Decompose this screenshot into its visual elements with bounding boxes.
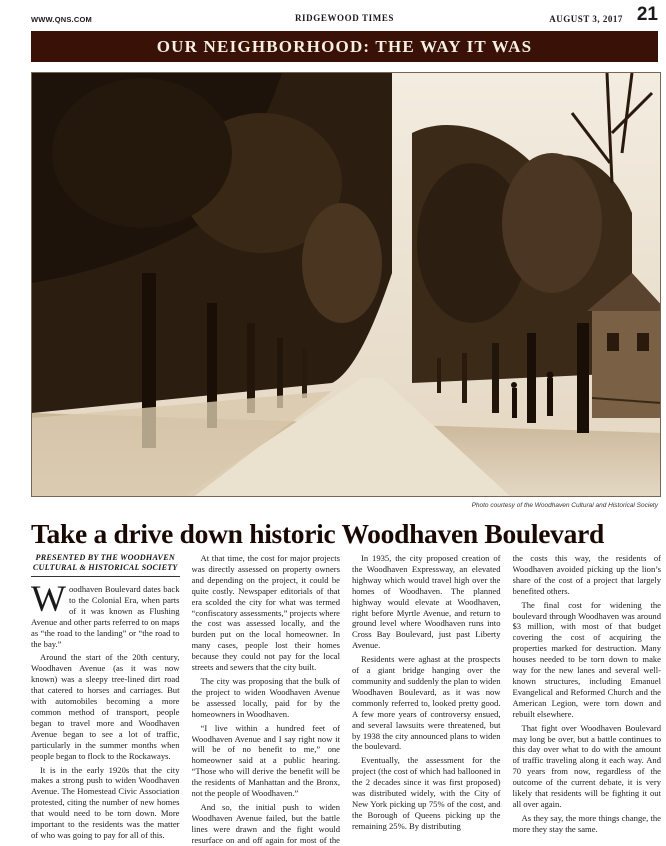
paragraph: At that time, the cost for major projects was directly assessed on property owners and depending on the project, it could be quite costly. Newspaper editorials of that era scolded the city for what was termed “confiscatory assessments,” projects where the cost was assessed locally, and the burden put on the local homeowner. In many cases, people lost their homes because they could not pay for the local streets and sewers that the city built. — [191, 553, 340, 673]
article-column-3 — [352, 553, 501, 845]
paragraph: That fight over Woodhaven Boulevard may long be over, but a battle continues to this day over what to do with the amount of traffic traveling along it each way. And 70 years from now, regardless of the outcome of the current debate, it is very likely that residents will be fighting it out all over again. — [512, 722, 661, 809]
paragraph: Residents were aghast at the prospects of a giant bridge hanging over the community and suddenly the plan to widen Woodhaven Boulevard, as it was now commonly referred to, looked pretty good. A few more years of controversy ensued, and several lawsuits were threatened, but by 1938 the city announced plans to widen the boulevard. — [352, 654, 501, 752]
paragraph — [31, 579, 180, 649]
publication-name: RIDGEWOOD TIMES — [294, 13, 395, 23]
paragraph: And so, the initial push to widen Woodhaven Avenue failed, but the battle lines were drawn and the fight would resurface on and off again for most of the — [191, 801, 340, 845]
paragraph: As they say, the more things change, the more they stay the same. — [512, 812, 661, 834]
drop-cap: W — [31, 579, 66, 620]
historic-photo — [31, 72, 661, 497]
article-column-4 — [513, 553, 662, 845]
paragraph-text: oodhaven Boulevard dates back to the Colonial Era, when parts of it was known as Flushing Avenue and other parts referred to on maps as “the road to the landing” or “the road to the bay.” — [31, 584, 180, 649]
paragraph: The final cost for widening the boulevard through Woodhaven was around $3 million, with most of that budget covering the cost of acquiring the properties marked for destruction. Many houses needed to be torn down to make way for the new lanes and several well-known structures, including Emanuel Evangelical and Reformed Church and the American Legion, were torn down and rebuilt elsewhere. — [512, 599, 661, 719]
paragraph: Eventually, the assessment for the project (the cost of which had ballooned in the 2 decades since it was first proposed) was distributed widely, with the City of New York picking up 75% of the cost, and the Borough of Queens picking up the remaining 25%. By distributing — [352, 755, 501, 831]
page-header — [31, 6, 658, 24]
paragraph: Around the start of the 20th century, Woodhaven Avenue (as it was now known) was a sleepy tree-lined dirt road that catered to horses and carriages. But with automobiles becoming a more common method of transport, people began to travel more and Woodhaven Avenue began to see a lot of traffic, particularly in the summer months when people began to flock to the Rockaways. — [31, 652, 180, 761]
byline: PRESENTED BY THE WOODHAVEN CULTURAL & HISTORICAL SOCIETY — [31, 553, 180, 577]
issue-date: AUGUST 3, 2017 — [549, 14, 623, 24]
photo-credit: Photo courtesy of the Woodhaven Cultural and Historical Society — [471, 502, 658, 509]
paragraph: the costs this way, the residents of Woodhaven avoided picking up the lion’s share of the cost of a project that largely benefited others. — [512, 553, 661, 596]
paragraph: “I live within a hundred feet of Woodhaven Avenue and I say right now it will be of no benefit to me,” one homeowner said at a public hearing. “Those who will derive the benefit will be the residents of Manhattan and the Bronx, not the people of Woodhaven.” — [191, 722, 340, 799]
section-banner — [31, 31, 658, 62]
section-title: OUR NEIGHBORHOOD: THE WAY IT WAS — [156, 36, 533, 56]
article-headline: Take a drive down historic Woodhaven Boulevard — [31, 518, 604, 549]
article-column-2 — [192, 553, 341, 845]
article-body — [31, 553, 661, 845]
paragraph: The city was proposing that the bulk of the project to widen Woodhaven Avenue be assessed locally, paid for by the homeowners in Woodhaven. — [191, 675, 340, 719]
article-column-1 — [31, 553, 180, 845]
page-number: 21 — [636, 4, 658, 25]
tree-lined-road-illustration — [32, 73, 661, 497]
website-url[interactable]: WWW.QNS.COM — [31, 15, 92, 24]
paragraph: It is in the early 1920s that the city makes a strong push to widen Woodhaven Avenue. The Homestead Civic Association protested, citing the number of new homes that would need to be torn down. More important to the residents was the matter of who was going to pay for all of this. — [31, 764, 180, 840]
paragraph: In 1935, the city proposed creation of the Woodhaven Expressway, an elevated highway which would travel high over the homes of Woodhaven. The planned highway would elevate at Woodhaven, right before Myrtle Avenue, and return to ground level where Woodhaven runs into Cross Bay Boulevard, just past Liberty Avenue. — [352, 553, 501, 651]
